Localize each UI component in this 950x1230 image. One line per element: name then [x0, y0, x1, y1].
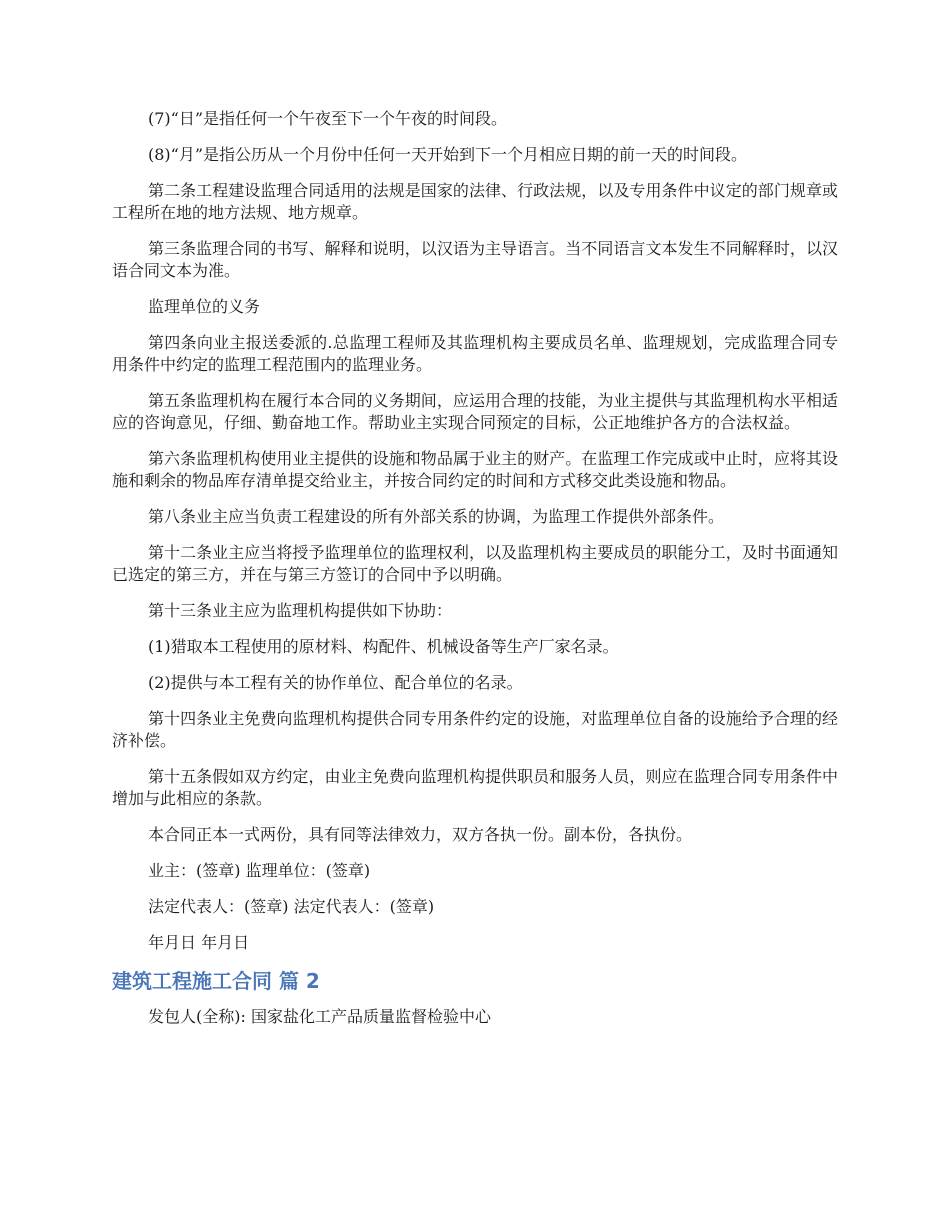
paragraph-article-6: 第六条监理机构使用业主提供的设施和物品属于业主的财产。在监理工作完成或中止时，应将其设施和剩余的物品库存清单提交给业主，并按合同约定的时间和方式移交此类设施和物品。: [112, 449, 838, 490]
paragraph-article-2: 第二条工程建设监理合同适用的法规是国家的法律、行政法规，以及专用条件中议定的部门规章或工程所在地的地方法规、地方规章。: [112, 181, 838, 222]
paragraph-signature-parties: 业主：(签章) 监理单位：(签章): [148, 861, 371, 880]
paragraph-article-13: 第十三条业主应为监理机构提供如下协助：: [148, 601, 453, 620]
paragraph-article-5: 第五条监理机构在履行本合同的义务期间，应运用合理的技能，为业主提供与其监理机构水平相适应的咨询意见，仔细、勤奋地工作。帮助业主实现合同预定的目标，公正地维护各方的合法权益。: [112, 391, 838, 432]
paragraph-signature-dates: 年月日 年月日: [148, 933, 250, 952]
paragraph-copies: 本合同正本一式两份，具有同等法律效力，双方各执一份。副本份，各执份。: [148, 825, 693, 844]
paragraph-8-month-definition: (8)“月”是指公历从一个月份中任何一天开始到下一个月相应日期的前一天的时间段。: [148, 145, 748, 164]
paragraph-article-3: 第三条监理合同的书写、解释和说明，以汉语为主导语言。当不同语言文本发生不同解释时，以汉语合同文本为准。: [112, 239, 838, 280]
paragraph-contractor-name: 发包人(全称): 国家盐化工产品质量监督检验中心: [148, 1007, 491, 1026]
paragraph-article-15: 第十五条假如双方约定，由业主免费向监理机构提供职员和服务人员，则应在监理合同专用条件中增加与此相应的条款。: [112, 767, 838, 808]
paragraph-7-day-definition: (7)“日”是指任何一个午夜至下一个午夜的时间段。: [148, 109, 508, 128]
section-heading: 建筑工程施工合同 篇 2: [112, 969, 320, 993]
paragraph-article-12: 第十二条业主应当将授予监理单位的监理权利，以及监理机构主要成员的职能分工，及时书面通知已选定的第三方，并在与第三方签订的合同中予以明确。: [112, 543, 838, 584]
paragraph-item-2: (2)提供与本工程有关的协作单位、配合单位的名录。: [148, 673, 523, 692]
paragraph-item-1: (1)猎取本工程使用的原材料、构配件、机械设备等生产厂家名录。: [148, 637, 619, 656]
paragraph-supervisor-obligations: 监理单位的义务: [148, 297, 261, 316]
paragraph-article-14: 第十四条业主免费向监理机构提供合同专用条件约定的设施，对监理单位自备的设施给予合理的经济补偿。: [112, 709, 838, 750]
paragraph-article-8: 第八条业主应当负责工程建设的所有外部关系的协调，为监理工作提供外部条件。: [148, 507, 725, 526]
paragraph-signature-representatives: 法定代表人：(签章) 法定代表人：(签章): [148, 897, 435, 916]
paragraph-article-4: 第四条向业主报送委派的.总监理工程师及其监理机构主要成员名单、监理规划，完成监理合同专用条件中约定的监理工程范围内的监理业务。: [112, 333, 838, 374]
